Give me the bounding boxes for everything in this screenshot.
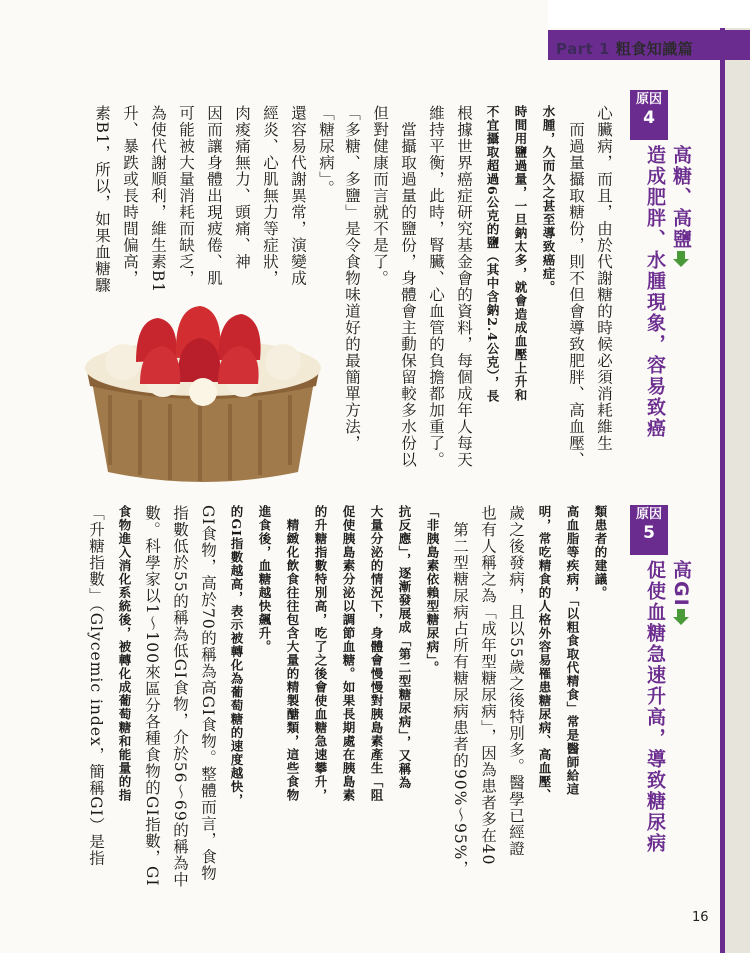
text-col: 也有人稱之為「成年型糖尿病」，因為患者多在40 [479, 505, 497, 866]
text-col-emphasis: 明，常吃精食的人格外容易罹患糖尿病、高血壓、 [537, 505, 552, 802]
text-col-emphasis: 促使胰島素分泌以調節血糖。如果長期處在胰島素 [341, 505, 356, 802]
text-col: 肉痠痛無力、頭痛、神 [233, 105, 251, 270]
text-col: 數。科學家以1～100來區分各種食物的GI指數，GI [143, 505, 161, 887]
text-col: 為使代謝順利，維生素B1 [149, 105, 167, 294]
edge-bar [720, 0, 725, 953]
reason-5-heading-line1: 高GI [670, 560, 692, 608]
text-col: 維持平衡，此時，腎臟、心血管的負擔都加重了。 [427, 105, 445, 468]
text-col: 第二型糖尿病占所有糖尿病患者的90%～95%， [451, 505, 469, 877]
reason-5-heading-line2: 促使血糖急速升高，導致糖尿病 [644, 560, 666, 854]
text-col: 升、暴跌或長時間偏高， [121, 105, 139, 287]
text-col: 「多糖、多鹽」是令食物味道好的最簡單方法， [343, 105, 361, 452]
text-col-emphasis: 高血脂等疾病，「以粗食取代精食」常是醫師給這 [565, 505, 580, 796]
strawberry-tart-illustration [78, 300, 328, 485]
text-col: 「升糖指數」（Glycemic index，簡稱GI）是指 [87, 505, 105, 867]
page-header [556, 38, 693, 59]
text-col: 可能被大量消耗而缺乏， [177, 105, 195, 287]
reason-4-badge [630, 90, 668, 140]
text-col: 「糖尿病」。 [317, 105, 335, 197]
reason-5-text [82, 505, 614, 890]
text-col-emphasis: 「非胰島素依賴型糖尿病」。 [425, 505, 440, 675]
page-edge [720, 0, 750, 953]
text-col-emphasis: 時間用鹽過量，一旦鈉太多，就會造成血壓上升和 [513, 105, 528, 402]
text-col-emphasis: 水腫，久而久之甚至導致癌症。 [541, 105, 556, 294]
reason-4-tag: 原因 [635, 92, 662, 107]
text-col-emphasis: 不宜攝取超過6公克的鹽（其中含鈉2.4公克），長 [485, 105, 500, 404]
text-col-emphasis: 類患者的建議。 [593, 505, 608, 600]
header-tab [548, 0, 750, 28]
reason-5-heading [642, 560, 694, 860]
reason-5-badge [630, 505, 668, 555]
text-col-emphasis: 的GI指數越高，表示被轉化為葡萄糖的速度越快， [229, 505, 244, 808]
text-col: 歲之後發病，且以55歲之後特別多。醫學已經證 [507, 505, 525, 857]
text-col-emphasis: 精緻化飲食往往包含大量的精製醣類，這些食物 [285, 505, 300, 802]
page-number: 16 [692, 910, 709, 925]
reason-5-number: 5 [643, 523, 655, 543]
text-col-emphasis: 食物進入消化系統後，被轉化成葡萄糖和能量的指 [117, 505, 132, 802]
reason-5-tag: 原因 [635, 507, 662, 522]
text-col: 經炎、心肌無力等症狀， [261, 105, 279, 287]
reason-4-heading-line1: 高糖、高鹽 [670, 145, 692, 250]
text-col-emphasis: 大量分泌的情況下，身體會慢慢對胰島素產生「阻 [369, 505, 384, 802]
text-col: 素B1，所以，如果血糖驟 [93, 105, 111, 294]
part-label: Part 1 [556, 40, 610, 58]
down-arrow-icon [668, 608, 694, 626]
reason-4-number: 4 [643, 108, 655, 128]
reason-4-heading-line2: 造成肥胖、水腫現象，容易致癌 [644, 145, 666, 439]
text-col-emphasis: 的升糖指數特別高，吃了之後會使血糖急速攀升， [313, 505, 328, 802]
text-col: 心臟病，而且，由於代謝糖的時候必須消耗維生 [595, 105, 613, 452]
text-col: 還容易代謝異常，演變成 [289, 105, 307, 287]
text-col: 但對健康而言就不是了。 [371, 105, 389, 287]
down-arrow-icon [668, 250, 694, 268]
text-col: 當攝取過量的鹽份，身體會主動保留較多水份以 [399, 105, 417, 468]
text-col: 指數低於55的稱為低GI食物，介於56～69的稱為中 [171, 505, 189, 888]
reason-4-heading [642, 145, 694, 445]
text-col: GI食物，高於70的稱為高GI食物。整體而言，食物 [199, 505, 217, 882]
text-col: 根據世界癌症研究基金會的資料，每個成年人每天 [455, 105, 473, 468]
text-col-emphasis: 進食後，血糖越快飆升。 [257, 505, 272, 654]
text-col: 而過量攝取糖份，則不但會導致肥胖、高血壓、 [567, 105, 585, 468]
reason-4-text-b [338, 105, 618, 485]
text-col: 因而讓身體出現疲倦、肌 [205, 105, 223, 287]
text-col-emphasis: 抗反應」，逐漸發展成「第二型糖尿病」，又稱為 [397, 505, 412, 790]
part-title: 粗食知識篇 [615, 40, 694, 58]
